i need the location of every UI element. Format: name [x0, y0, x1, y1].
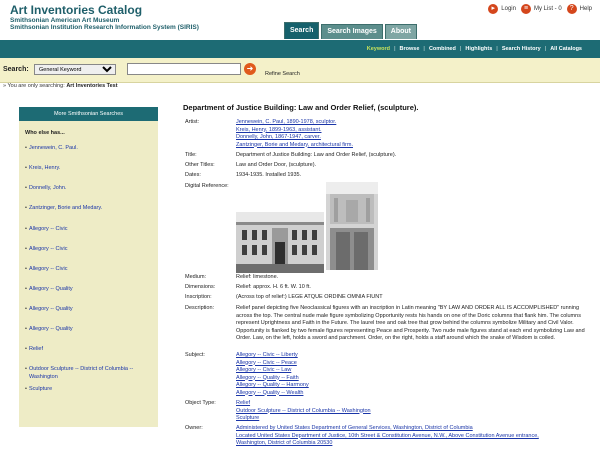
site-header: [0, 0, 600, 38]
record-title: Department of Justice Building: Law and Order Relief, (sculpture).: [183, 103, 419, 112]
nav-highlights[interactable]: Highlights: [465, 46, 493, 52]
sidebar-item[interactable]: • Relief: [25, 346, 43, 352]
owner-link[interactable]: Located United States Department of Justice, 10th Street & Constitution Avenue, N.W., Above Constitution Avenue entrance,: [236, 432, 539, 439]
subject-link[interactable]: Allegory -- Quality -- Faith: [236, 374, 299, 381]
nav-separator: |: [393, 46, 396, 52]
artist-label: Artist:: [185, 119, 200, 125]
sidebar-item[interactable]: • Donnelly, John.: [25, 185, 67, 191]
medium-value: Relief: limestone.: [236, 274, 279, 280]
dates-value: 1934-1935. Installed 1935.: [236, 172, 302, 178]
description-value: Relief panel depicting five Neoclassical figures with an inscription in Latin meaning "BY LAW AND ORDER ALL IS ACCOMPLISHED" running across the top. The central nude male figure symbolizing Opportunity rests his hands on one of the Doric columns that flank him. The columns represent Uprightness and Faith in the Future. The laurel tree and oak tree that grow behind the columns symbolize Military and Civil Valor. Opportunity is flanked by two female figures representing Peace and Prosperity. Two nude male figures stand at each end symbolizing Law and Order. Law, on the left, holds a sword and parchment. Order, on the right, holds a staff around which the snake of Wisdom is coiled.: [236, 305, 585, 341]
list-icon: ≡: [521, 4, 531, 14]
sidebar-item[interactable]: • Allegory -- Quality: [25, 306, 73, 312]
nav-separator: |: [423, 46, 425, 52]
subject-link[interactable]: Allegory -- Civic -- Law: [236, 367, 292, 373]
site-subtitle-museum: Smithsonian American Art Museum: [10, 17, 120, 24]
search-bar: [0, 58, 600, 83]
subject-link[interactable]: Allegory -- Civic -- Peace: [236, 359, 297, 366]
dimensions-value: Relief: approx. H. 6 ft. W. 10 ft.: [236, 284, 311, 290]
nav-browse[interactable]: Browse: [399, 46, 420, 52]
tab-about[interactable]: About: [385, 24, 417, 39]
sidebar-item[interactable]: • Jennewein, C. Paul.: [25, 145, 78, 151]
help-link[interactable]: ? Help: [567, 4, 592, 14]
my-list-link[interactable]: ≡ My List - 0: [521, 4, 562, 14]
site-title[interactable]: Art Inventories Catalog: [10, 3, 143, 17]
tab-search-images[interactable]: Search Images: [321, 24, 382, 39]
owner-link[interactable]: Washington, District of Columbia 20530: [236, 440, 333, 446]
search-label: Search:: [3, 66, 29, 73]
nav-keyword[interactable]: Keyword: [366, 46, 390, 52]
nav-separator: |: [544, 46, 547, 52]
object-type-link[interactable]: Relief: [236, 400, 251, 406]
who-else-label: Who else has...: [25, 130, 65, 136]
help-icon: ?: [567, 4, 577, 14]
sidebar-item[interactable]: • Allegory -- Civic: [25, 266, 68, 272]
nav-combined[interactable]: Combined: [428, 46, 456, 52]
nav-separator: |: [459, 46, 462, 52]
subject-link[interactable]: Allegory -- Quality -- Wealth: [236, 389, 304, 396]
artist-link[interactable]: Zantzinger, Borie and Medary, architectural firm.: [236, 141, 353, 148]
sub-navigation: [0, 40, 600, 58]
artist-link[interactable]: Kreis, Henry, 1899-1963, assistant.: [236, 126, 322, 133]
nav-all-catalogs[interactable]: All Catalogs: [550, 46, 582, 52]
artist-link[interactable]: Jennewein, C. Paul, 1890-1978, sculptor.: [236, 119, 337, 125]
other-titles-value: Law and Order Door, (sculpture).: [236, 162, 317, 168]
object-type-link[interactable]: Outdoor Sculpture -- District of Columbia -- Washington: [236, 407, 371, 414]
search-input[interactable]: [127, 63, 241, 75]
subject-link[interactable]: Allegory -- Quality -- Harmony: [236, 382, 309, 388]
refine-search-link[interactable]: Refine Search: [265, 71, 300, 77]
search-type-select[interactable]: [34, 64, 116, 75]
scope-value: Art Inventories Test: [66, 83, 118, 89]
inscription-value: (Across top of relief:) LEGE ATQUE ORDINE OMNIA FIUNT: [236, 294, 383, 300]
site-subtitle-siris: Smithsonian Institution Research Information System (SIRIS): [10, 24, 199, 31]
sidebar-item[interactable]: • Allegory -- Quality: [25, 326, 73, 332]
object-type-link[interactable]: Sculpture: [236, 415, 260, 421]
sidebar-item[interactable]: • Outdoor Sculpture -- District of Columbia -- Washington: [25, 366, 134, 380]
nav-search-history[interactable]: Search History: [501, 46, 541, 52]
sidebar-item[interactable]: • Kreis, Henry.: [25, 165, 61, 171]
record-detail: Department of Justice Building: Law and Order Relief, (sculpture). Artist: Jennewein, C. Paul, 1890-1978, sculptor. Kreis, Henry, 1899-1963, assistant. Donnelly, John, 1867-1947, carver. Zantzinger, Borie and Medary, architectural firm. Title: Department of Justice Building: Law and Order Relief, (sculpture). Other Titles: Law and Order Door, (sculpture). Dates: 1934-1935. Installed 1935. Digital Reference: Medium: Relief: limestone. Dimensions: Relief: approx. H. 6 ft. W. 10 ft. Inscription: (Across top of relief:) LEGE ATQUE ORDINE OMNIA FIUNT Description: Relief panel depicting five Neoclassical figures with an inscription in Latin meaning "BY LAW AND ORDER ALL IS ACCOMPLISHED" running across the top. The central nude male figure symbolizing Opportunity rests his hands on one of the Doric columns that flank him. The columns represent Uprightness and Faith in the Future. The laurel tree and oak tree that grow behind the columns symbolize Military and Civil Valor. Opportunity is flanked by two female figures representing Peace and Prosperity. Two nude male figures stand at each end symbolizing Law and Order. Law, on the left, holds a sword and parchment. Order, on the right, holds a staff around which the snake of Wisdom is coiled. Subject: Allegory -- Civic -- Liberty Allegory -- Civic -- Peace Allegory -- Civic -- Law Allegory -- Quality -- Faith Allegory -- Quality -- Harmony Allegory -- Quality -- Wealth Object Type: Relief Outdoor Sculpture -- District of Columbia -- Washington Sculpture Owner: Administered by United States Department of General Services, Washington, District of Columbia Located United States Department of Justice, 10th Street & Constitution Avenue, N.W., Above Constitution Avenue entrance, Washington, District of Columbia 20530: [183, 103, 593, 112]
sidebar-item[interactable]: • Allegory -- Quality: [25, 286, 73, 292]
scope-prefix: » You are only searching:: [3, 83, 65, 89]
sidebar-item[interactable]: • Allegory -- Civic: [25, 246, 68, 252]
title-value: Department of Justice Building: Law and Order Relief, (sculpture).: [236, 152, 397, 158]
top-links: [488, 4, 592, 14]
building-photo[interactable]: [236, 212, 324, 273]
search-go-button[interactable]: ➜: [244, 63, 256, 75]
tab-search[interactable]: Search: [284, 22, 319, 39]
sidebar-item[interactable]: • Sculpture: [25, 386, 53, 392]
owner-link[interactable]: Administered by United States Department of General Services, Washington, District of Columbia: [236, 425, 473, 431]
subject-link[interactable]: Allegory -- Civic -- Liberty: [236, 352, 298, 358]
sidebar-header: More Smithsonian Searches: [19, 107, 158, 121]
search-scope: [3, 83, 118, 89]
login-icon: ▸: [488, 4, 498, 14]
sidebar-item[interactable]: • Allegory -- Civic: [25, 226, 68, 232]
nav-separator: |: [496, 46, 498, 52]
relief-photo[interactable]: [326, 182, 378, 270]
artist-link[interactable]: Donnelly, John, 1867-1947, carver.: [236, 134, 321, 140]
sidebar: [19, 107, 158, 427]
login-link[interactable]: ▸ Login: [488, 4, 516, 14]
main-tabs: [284, 24, 417, 39]
sidebar-item[interactable]: • Zantzinger, Borie and Medary.: [25, 205, 103, 211]
